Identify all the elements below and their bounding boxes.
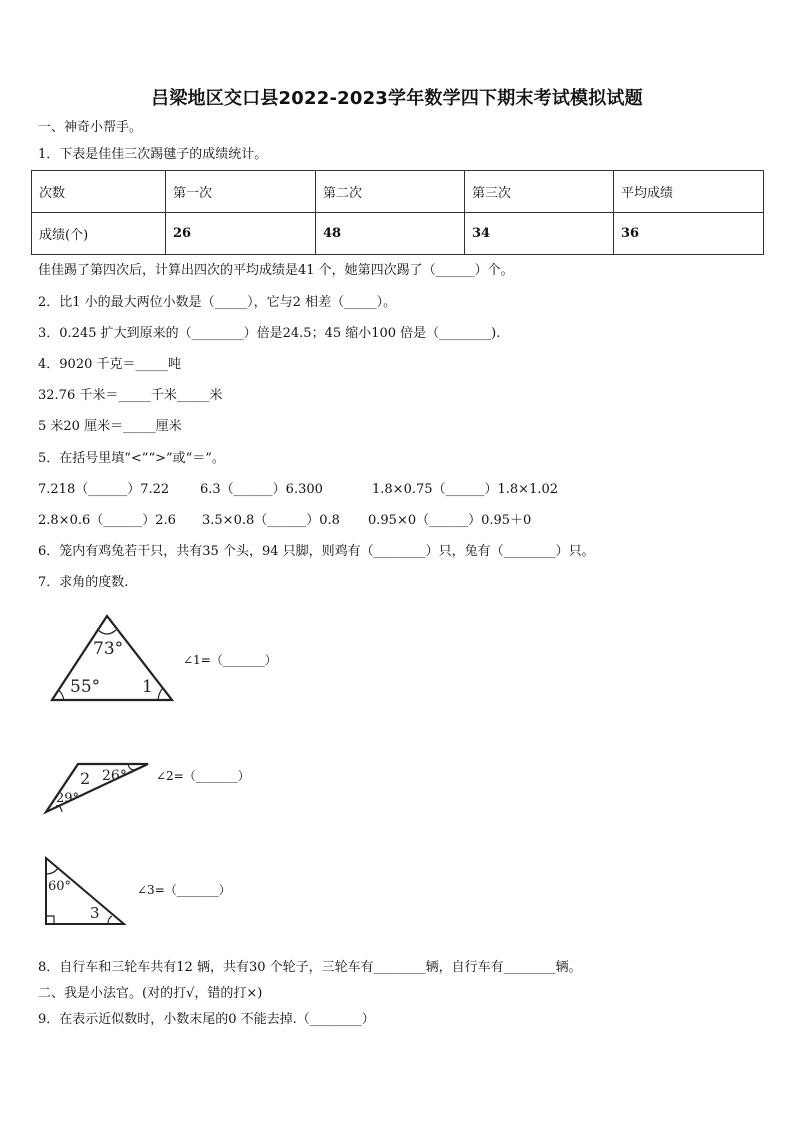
compare-item: 6.3（______）6.300 [200,482,323,497]
table-cell: 36 [614,213,764,255]
question-6: 6．笼内有鸡兔若干只，共有35 个头，94 只脚，则鸡有（________）只，兔有（________）只。 [38,544,595,559]
question-4c: 5 米20 厘米＝_____厘米 [38,419,182,434]
table-cell: 第三次 [465,171,614,213]
question-4b: 32.76 千米＝_____千米_____米 [38,388,223,403]
table-cell: 第一次 [166,171,316,213]
table-cell: 成绩(个) [32,213,166,255]
compare-item: 0.95×0（______）0.95＋0 [368,513,532,528]
score-table [31,170,764,255]
table-header-row [32,171,764,213]
question-3: 3．0.245 扩大到原来的（________）倍是24.5；45 缩小100 倍是（________). [38,326,501,341]
angle-label-left: 55° [70,677,101,697]
table-cell: 第二次 [316,171,465,213]
table-cell: 次数 [32,171,166,213]
angle-label-b: 3 [90,904,100,922]
question-5: 5．在括号里填“<”“>”或“＝”。 [38,451,225,466]
page-title: 吕梁地区交口县2022-2023学年数学四下期末考试模拟试题 [151,88,643,109]
table-cell: 48 [316,213,465,255]
angle-label-b: 26° [102,768,127,784]
section-heading-2: 二、我是小法官。(对的打√，错的打×) [38,986,263,1001]
triangle-figure-3 [40,852,130,932]
answer-angle-3: ∠3=（_______） [137,883,231,897]
angle-label-a: 60° [48,879,72,894]
compare-item: 7.218（______）7.22 [38,482,170,497]
compare-item: 1.8×0.75（______）1.8×1.02 [372,482,559,497]
angle-label-c: 29° [56,791,80,806]
question-1-followup: 佳佳踢了第四次后，计算出四次的平均成绩是41 个，她第四次踢了（______）个。 [38,263,514,278]
angle-label-right: 1 [142,677,153,697]
question-4a: 4．9020 千克＝_____吨 [38,357,181,372]
section-heading-1: 一、神奇小帮手。 [38,120,143,135]
table-cell: 平均成绩 [614,171,764,213]
triangle-figure-1 [40,608,180,708]
triangle-figure-2 [40,756,160,818]
question-2: 2．比1 小的最大两位小数是（_____），它与2 相差（_____）。 [38,295,397,310]
answer-angle-2: ∠2=（_______） [156,769,250,783]
angle-label-top: 73° [93,639,124,659]
question-7: 7．求角的度数. [38,575,129,590]
compare-item: 3.5×0.8（______）0.8 [202,513,340,528]
question-8: 8．自行车和三轮车共有12 辆，共有30 个轮子，三轮车有________辆，自行车有________辆。 [38,960,582,975]
table-cell: 34 [465,213,614,255]
table-row [32,213,764,255]
table-cell: 26 [166,213,316,255]
angle-label-a: 2 [80,769,91,788]
compare-item: 2.8×0.6（______）2.6 [38,513,176,528]
answer-angle-1: ∠1=（_______） [183,653,277,667]
question-9: 9．在表示近似数时，小数末尾的0 不能去掉.（________） [38,1012,375,1027]
question-1: 1．下表是佳佳三次踢毽子的成绩统计。 [38,147,268,162]
